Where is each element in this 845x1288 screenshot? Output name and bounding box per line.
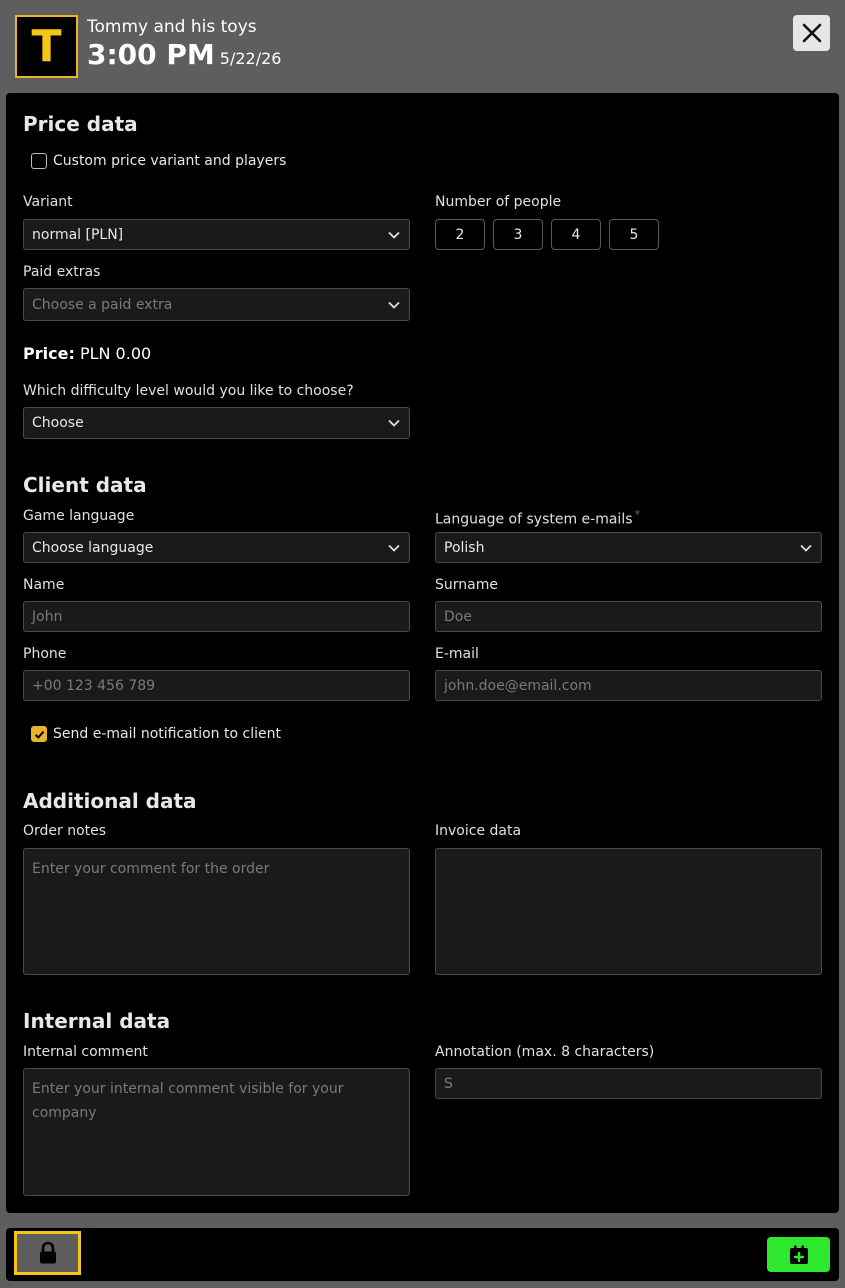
- close-button[interactable]: [793, 15, 830, 51]
- chevron-down-icon: [387, 416, 401, 430]
- variant-select[interactable]: [23, 219, 410, 250]
- extras-placeholder: Choose a paid extra: [32, 296, 173, 313]
- room-logo: [15, 15, 78, 78]
- game-language-value: Choose language: [32, 539, 154, 556]
- difficulty-value: Choose: [32, 415, 84, 431]
- additional-data-title: Additional data: [23, 789, 197, 813]
- order-notes-textarea[interactable]: [23, 848, 410, 975]
- name-input[interactable]: [23, 601, 410, 632]
- surname-label: Surname: [435, 577, 498, 593]
- surname-placeholder: Doe: [444, 608, 472, 625]
- price-data-title: Price data: [23, 112, 138, 136]
- people-options: [435, 219, 659, 250]
- people-option-2[interactable]: 2: [435, 219, 485, 250]
- slot-time: 3:00 PM: [87, 38, 215, 71]
- add-booking-button[interactable]: [767, 1237, 830, 1272]
- difficulty-select[interactable]: [23, 407, 410, 439]
- room-logo-letter: T: [31, 20, 62, 72]
- game-language-label: Game language: [23, 508, 135, 524]
- slot-datetime: [87, 38, 281, 71]
- internal-comment-placeholder: Enter your internal comment visible for your company: [32, 1081, 344, 1121]
- chevron-down-icon: [799, 541, 813, 555]
- calendar-plus-icon: [788, 1244, 810, 1266]
- game-language-select[interactable]: [23, 532, 410, 563]
- custom-price-label: Custom price variant and players: [53, 153, 287, 169]
- email-language-value: Polish: [444, 539, 485, 556]
- name-label: Name: [23, 577, 65, 593]
- order-notes-label: Order notes: [23, 823, 107, 839]
- variant-label: Variant: [23, 194, 73, 210]
- internal-comment-textarea[interactable]: [23, 1068, 410, 1196]
- variant-value: normal [PLN]: [32, 226, 124, 243]
- phone-label: Phone: [23, 646, 67, 662]
- phone-input[interactable]: [23, 670, 410, 701]
- email-label: E-mail: [435, 646, 479, 662]
- custom-price-checkbox[interactable]: [31, 153, 47, 169]
- people-label: Number of people: [435, 194, 562, 210]
- price-label: Price:: [23, 344, 75, 363]
- surname-input[interactable]: [435, 601, 822, 632]
- checkmark-icon: [34, 729, 45, 740]
- notify-checkbox[interactable]: [31, 726, 47, 742]
- email-language-label-row: [435, 508, 640, 528]
- people-option-3[interactable]: 3: [493, 219, 543, 250]
- internal-comment-label: Internal comment: [23, 1044, 148, 1060]
- lock-button[interactable]: [14, 1231, 81, 1275]
- annotation-placeholder: S: [444, 1075, 453, 1092]
- order-notes-placeholder: Enter your comment for the order: [32, 861, 270, 877]
- modal-header: [0, 0, 845, 92]
- notify-label: Send e-mail notification to client: [53, 726, 281, 742]
- annotation-input[interactable]: [435, 1068, 822, 1099]
- phone-placeholder: +00 123 456 789: [32, 677, 156, 694]
- name-placeholder: John: [32, 608, 63, 625]
- price-value: PLN 0.00: [79, 344, 152, 363]
- client-data-title: Client data: [23, 473, 147, 497]
- modal-footer: [6, 1228, 839, 1281]
- email-language-select[interactable]: [435, 532, 822, 563]
- chevron-down-icon: [387, 541, 401, 555]
- price-line: [23, 344, 151, 363]
- room-name: Tommy and his toys: [87, 17, 257, 37]
- people-option-5[interactable]: 5: [609, 219, 659, 250]
- close-icon: [801, 22, 823, 44]
- internal-data-title: Internal data: [23, 1009, 171, 1033]
- notify-row: [31, 726, 281, 742]
- invoice-label: Invoice data: [435, 823, 522, 839]
- extras-label: Paid extras: [23, 264, 101, 280]
- annotation-label: Annotation (max. 8 characters): [435, 1044, 655, 1060]
- custom-price-row: [31, 153, 286, 169]
- difficulty-label: Which difficulty level would you like to choose?: [23, 383, 354, 399]
- lock-icon: [38, 1241, 58, 1265]
- extras-select[interactable]: [23, 288, 410, 321]
- invoice-textarea[interactable]: [435, 848, 822, 975]
- chevron-down-icon: [387, 298, 401, 312]
- booking-form: [6, 93, 839, 1213]
- people-option-4[interactable]: 4: [551, 219, 601, 250]
- required-marker: *: [634, 508, 641, 521]
- email-input[interactable]: [435, 670, 822, 701]
- email-language-label: Language of system e-mails: [435, 511, 633, 528]
- chevron-down-icon: [387, 228, 401, 242]
- slot-date: 5/22/26: [219, 49, 282, 68]
- email-placeholder: john.doe@email.com: [444, 677, 592, 694]
